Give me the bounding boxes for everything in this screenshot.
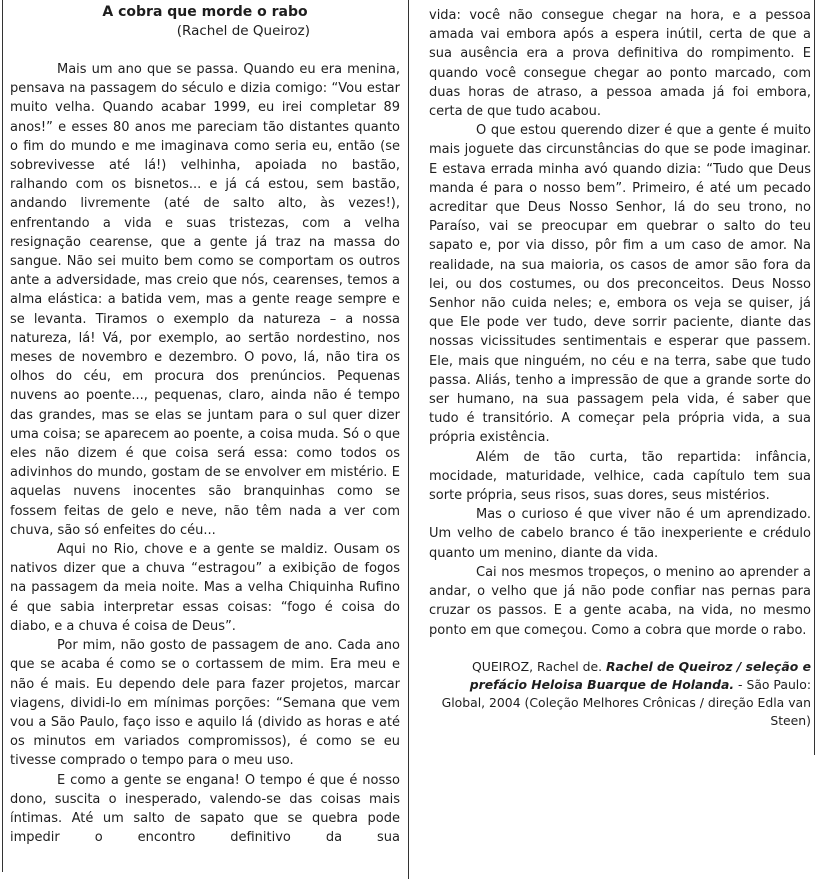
paragraph: Cai nos mesmos tropeços, o menino ao aprender a andar, o velho que já não pode confiar nas pernas para cruzar os passos. E a gente acaba, na vida, no mesmo ponto em que começou. Como a cobra que morde o rabo. — [429, 564, 811, 638]
right-border-line — [814, 0, 815, 755]
page-title: A cobra que morde o rabo — [102, 4, 308, 20]
paragraph: Por mim, não gosto de passagem de ano. Cada ano que se acaba é como se o cortassem de mim. Era meu e não é mais. Eu dependo dele para fazer projetos, marcar viagens, dividi-lo em mínimas porções: “Semana que vem vou a São Paulo, faço isso e aquilo lá (divido as horas e até os minutos em variados compromissos), é como se eu tivesse comprado o tempo para o meu uso. — [10, 638, 400, 769]
paragraph: Além de tão curta, tão repartida: infância, mocidade, maturidade, velhice, cada capítulo tem sua sorte própria, seus risos, suas dores, seus mistérios. — [429, 449, 811, 504]
citation — [429, 658, 811, 730]
left-border-line — [2, 0, 3, 872]
citation-lead: QUEIROZ, Rachel de. — [472, 658, 607, 674]
left-column — [10, 3, 400, 847]
citation-tail: - São Paulo: Global, 2004 (Coleção Melhores Crônicas / direção Edla van Steen) — [441, 676, 811, 728]
paragraph: O que estou querendo dizer é que a gente é muito mais joguete das circunstâncias do que se pode imaginar. E estava errada minha avó quando dizia: “Tudo que Deus manda é para o nosso bem”. Primeiro, é até um pecado acreditar que Deus Nosso Senhor, lá do seu trono, no Paraíso, vai se preocupar em quebrar o salto do teu sapato e, por via disso, pôr fim a um caso de amor. Na realidade, na sua maioria, os casos de amor são fora da lei, ou dos costumes, ou dos preconceitos. Deus Nosso Senhor não cuida neles; e, embora os veja se quiser, já que Ele pode ver tudo, deve sorrir paciente, diante das nossas vicissitudes sentimentais e esperar que passem. Ele, mais que ninguém, no céu e na terra, sabe que tudo passa. Aliás, tenho a impressão de que a grande sorte do ser humano, na sua passagem pela vida, é saber que tudo é transitório. A começar pela própria vida, a sua própria existência. — [429, 123, 811, 446]
citation-italic-title: Rachel de Queiroz / seleção e prefácio Heloisa Buarque de Holanda. — [469, 658, 811, 692]
right-column — [429, 6, 811, 730]
paragraph: Aqui no Rio, chove e a gente se maldiz. Ousam os nativos dizer que a chuva “estragou” a exibição de fogos na passagem da meia noite. Mas a velha Chiquinha Rufino é que sabia interpretar essas coisas: “fogo é coisa do diabo, e a chuva é coisa de Deus”. — [10, 542, 400, 634]
paragraph-continuation: vida: você não consegue chegar na hora, e a pessoa amada vai embora após a espera inútil, certa de que a sua ausência era a prova definitiva do rompimento. E quando você consegue chegar ao ponto marcado, com duas horas de atraso, a pessoa amada já foi embora, certa de que tudo acabou. — [429, 8, 811, 120]
column-divider-line — [408, 0, 409, 879]
author-line: (Rachel de Queiroz) — [176, 23, 310, 39]
paragraph: Mais um ano que se passa. Quando eu era menina, pensava na passagem do século e dizia comigo: “Vou estar muito velha. Quando acabar 1999, eu irei completar 89 anos!” e esses 80 anos me pareciam tão distantes quanto o fim do mundo e me imaginava como seria eu, então (se sobrevivesse até lá!) velhinha, apoiada no bastão, ralhando com os bisnetos... e já cá estou, sem bastão, andando livremente (até de salto alto, às vezes!), enfrentando a vida e suas tristezas, com a velha resignação cearense, que a gente já traz na massa do sangue. Não sei muito bem como se comportam os outros ante a adversidade, mas creio que nós, cearenses, temos a alma elástica: a batida vem, mas a gente reage sempre e se levanta. Tiramos o exemplo da natureza – a nossa natureza, lá! Vá, por exemplo, ao sertão nordestino, nos meses de novembro e dezembro. O povo, lá, não tira os olhos do céu, em procura dos prenúncios. Pequenas nuvens ao poente..., pequenas, claro, ainda não é tempo das grandes, mas se elas se juntam para o sul quer dizer uma coisa; se aparecem ao poente, a coisa muda. Só o que eles não dizem é que coisa será essa: como todos os adivinhos do mundo, gostam de se envolver em mistério. E aquelas nuvens inocentes são branquinhas como se fossem feitas de gelo e neve, não têm nada a ver com chuva, são só enfeites do céu... — [10, 62, 400, 538]
paragraph-split-across-columns: E como a gente se engana! O tempo é que é nosso dono, suscita o inesperado, valendo-se das coisas mais íntimas. Até um salto de sapato que se quebra pode impedir o encontro definitivo da sua — [10, 772, 400, 846]
paragraph: Mas o curioso é que viver não é um aprendizado. Um velho de cabelo branco é tão inexperiente e crédulo quanto um menino, diante da vida. — [429, 507, 811, 561]
